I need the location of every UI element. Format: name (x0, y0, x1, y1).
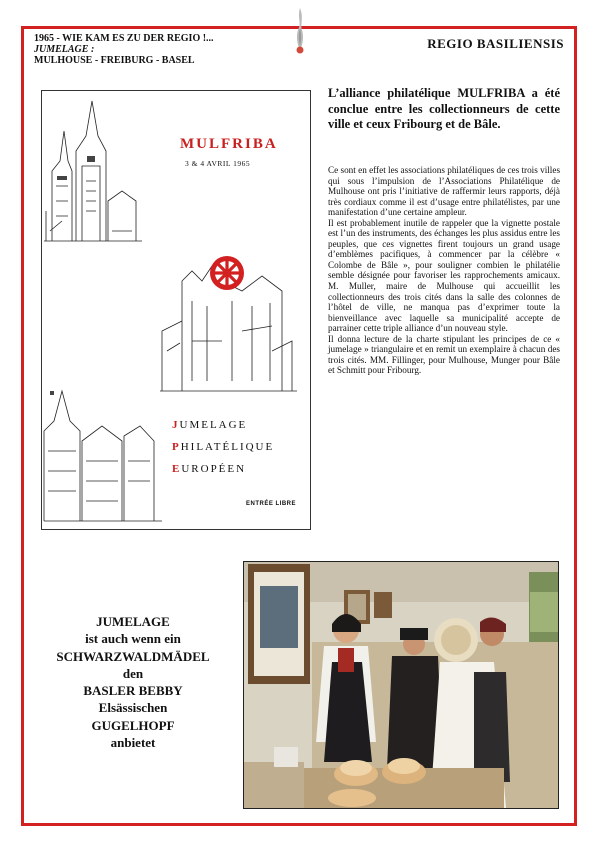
article-intro: L’alliance philatélique MULFRIBA a été conclue entre les collectionneurs de cette ville et ceux Fribourg et de Bâle. (328, 86, 560, 131)
poster-slogan (172, 414, 274, 480)
poster-line1-cap: J (172, 419, 180, 431)
caption-line: JUMELAGE (96, 614, 170, 629)
poster-line3-cap: E (172, 463, 182, 475)
header-left (34, 33, 214, 66)
article-body (328, 165, 560, 376)
caption-line: den (122, 665, 144, 681)
caption-line: ist auch wenn ein (85, 631, 181, 647)
caption-line: SCHWARZWALDMÄDEL (56, 648, 210, 664)
poster-entree-libre: ENTRÉE LIBRE (246, 501, 297, 507)
article-paragraph: Ce sont en effet les associations philatéliques de ces trois villes qui sous l’impulsion de l’Associations Philatélique de Mulhouse ont pris l’initiative de raffermir leurs rapports, déjà très cordiaux comme il est d’usage entre philatélistes, par une manifestation d’une certaine ampleur. (328, 165, 561, 218)
mulfriba-poster (41, 90, 311, 530)
costume-photo (243, 561, 559, 809)
caption-line: Elsässischen (98, 700, 168, 716)
caption-line: BASLER BEBBY (83, 683, 183, 699)
header-line2: JUMELAGE : (34, 44, 95, 55)
poster-line2-cap: P (172, 441, 181, 453)
poster-title: MULFRIBA (180, 136, 278, 152)
header-line3: MULHOUSE - FREIBURG - BASEL (34, 55, 195, 66)
poster-line2-rest: HILATÉLIQUE (180, 441, 275, 453)
article-paragraph: Il donna lecture de la charte stipulant les principes de ce « jumelage » triangulaire et en remit un exemplaire à chacun des trois cités. MM. Fillinger, pour Mulhouse, Munger pour Bâle et Schmitt pour Fribourg. (328, 333, 560, 376)
mulhouse-wheel-emblem (210, 256, 244, 290)
photo-illustration (244, 562, 558, 808)
header-line1: 1965 - WIE KAM ES ZU DER REGIO !... (34, 33, 214, 44)
article-paragraph: Il est probablement inutile de rappeler que la vignette postale est l’un des instruments, des échanges les plus assidus entre les peuples, que ces vignettes firent toujours un grand usage d’emblèmes pacifiques, à commencer par la célèbre « Colombe de Bâle », pour souligner combien le philatélie semble désignée pour favoriser les rapprochements amicaux. M. Muller, maire de Mulhouse qui accueillit les collectionneurs des trois cités dans la salle des colonnes de l’hôtel de ville, ne manqua pas d’exprimer toute la bienveillance avec laquelle sa municipalité accepte de parrainer cette triple alliance d’un nouveau style. (328, 217, 560, 334)
caption-line: anbietet (110, 735, 156, 751)
poster-date: 3 & 4 AVRIL 1965 (185, 159, 251, 168)
poster-line1-rest: UMELAGE (179, 419, 248, 431)
photo-caption (36, 613, 230, 751)
header-right-title: REGIO BASILIENSIS (427, 36, 564, 51)
flame-icon (289, 6, 311, 58)
caption-line: GUGELHOPF (91, 717, 175, 733)
poster-line3-rest: UROPÉEN (181, 463, 247, 475)
